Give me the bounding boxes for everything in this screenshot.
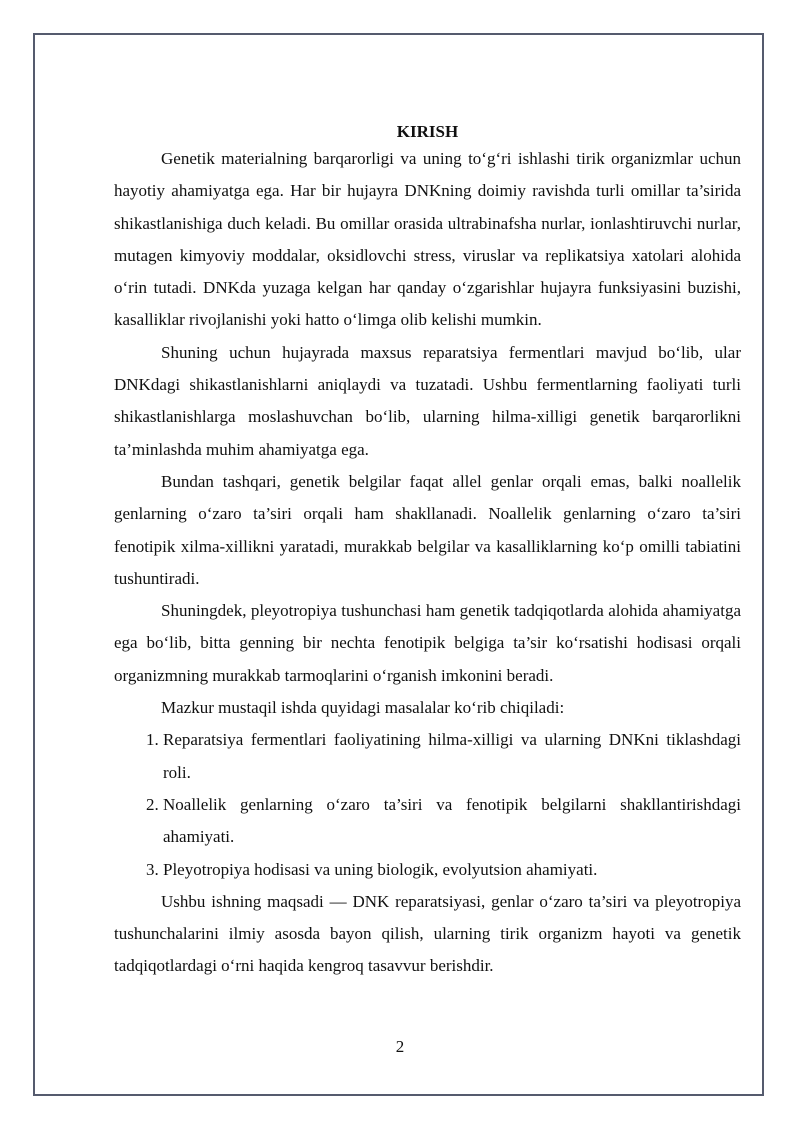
conclusion-paragraph: Ushbu ishning maqsadi — DNK reparatsiyasi, genlar o‘zaro ta’siri va pleyotropiya tushunchalarini ilmiy asosda bayon qilish, ularning tirik organizm hayoti va genetik tadqiqotlardagi o‘rni haqida kengroq tasavvur berishdir.: [114, 891, 741, 976]
intro-paragraph-4: Shuningdek, pleyotropiya tushunchasi ham genetik tadqiqotlarda alohida ahamiyatga ega bo‘lib, bitta genning bir nechta fenotipik belgiga ta’sir ko‘rsatishi hodisasi orqali organizmning murakkab tarmoqlarini o‘rganish imkonini beradi.: [114, 601, 741, 685]
page-content: [114, 118, 741, 983]
task-list: [114, 724, 741, 885]
task-item-2: 2. Noallelik genlarning o‘zaro ta’siri va fenotipik belgilarni shakllantirishdagi ahamiyati.: [163, 789, 741, 854]
intro-paragraph-3: Bundan tashqari, genetik belgilar faqat allel genlar orqali emas, balki noallelik genlarning o‘zaro ta’siri orqali ham shakllanadi. Noallelik genlarning o‘zaro ta’siri fenotipik xilma-xillikni yaratadi, murakkab belgilar va kasalliklarning ko‘p omilli tabiatini tushuntiradi.: [114, 471, 741, 588]
task-item-1: 1. Reparatsiya fermentlari faoliyatining hilma-xilligi va ularning DNKni tiklashdagi roli.: [163, 724, 741, 789]
section-title: KIRISH: [396, 122, 459, 141]
page-number: 2: [395, 1037, 405, 1056]
intro-paragraph-2: Shuning uchun hujayrada maxsus reparatsiya fermentlari mavjud bo‘lib, ular DNKdagi shikastlanishlarni aniqlaydi va tuzatadi. Ushbu fermentlarning faoliyati turli shikastlanishlarga moslashuvchan bo‘lib, ularning hilma-xilligi genetik barqarorlikni ta’minlashda muhim ahamiyatga ega.: [114, 342, 741, 459]
task-item-3: 3. Pleyotropiya hodisasi va uning biologik, evolyutsion ahamiyati.: [163, 854, 741, 886]
intro-paragraph-1: Genetik materialning barqarorligi va uning to‘g‘ri ishlashi tirik organizmlar uchun hayotiy ahamiyatga ega. Har bir hujayra DNKning doimiy ravishda turli omillar ta’sirida shikastlanishiga duch keladi. Bu omillar orasida ultrabinafsha nurlar, ionlashtiruvchi nurlar, mutagen kimyoviy moddalar, oksidlovchi stress, viruslar va replikatsiya xatolari alohida o‘rin tutadi. DNKda yuzaga kelgan har qanday o‘zgarishlar hujayra funksiyasini buzishi, kasalliklar rivojlanishi yoki hatto o‘limga olib kelishi mumkin.: [114, 149, 741, 330]
tasks-intro-paragraph: Mazkur mustaqil ishda quyidagi masalalar ko‘rib chiqiladi:: [161, 698, 565, 718]
